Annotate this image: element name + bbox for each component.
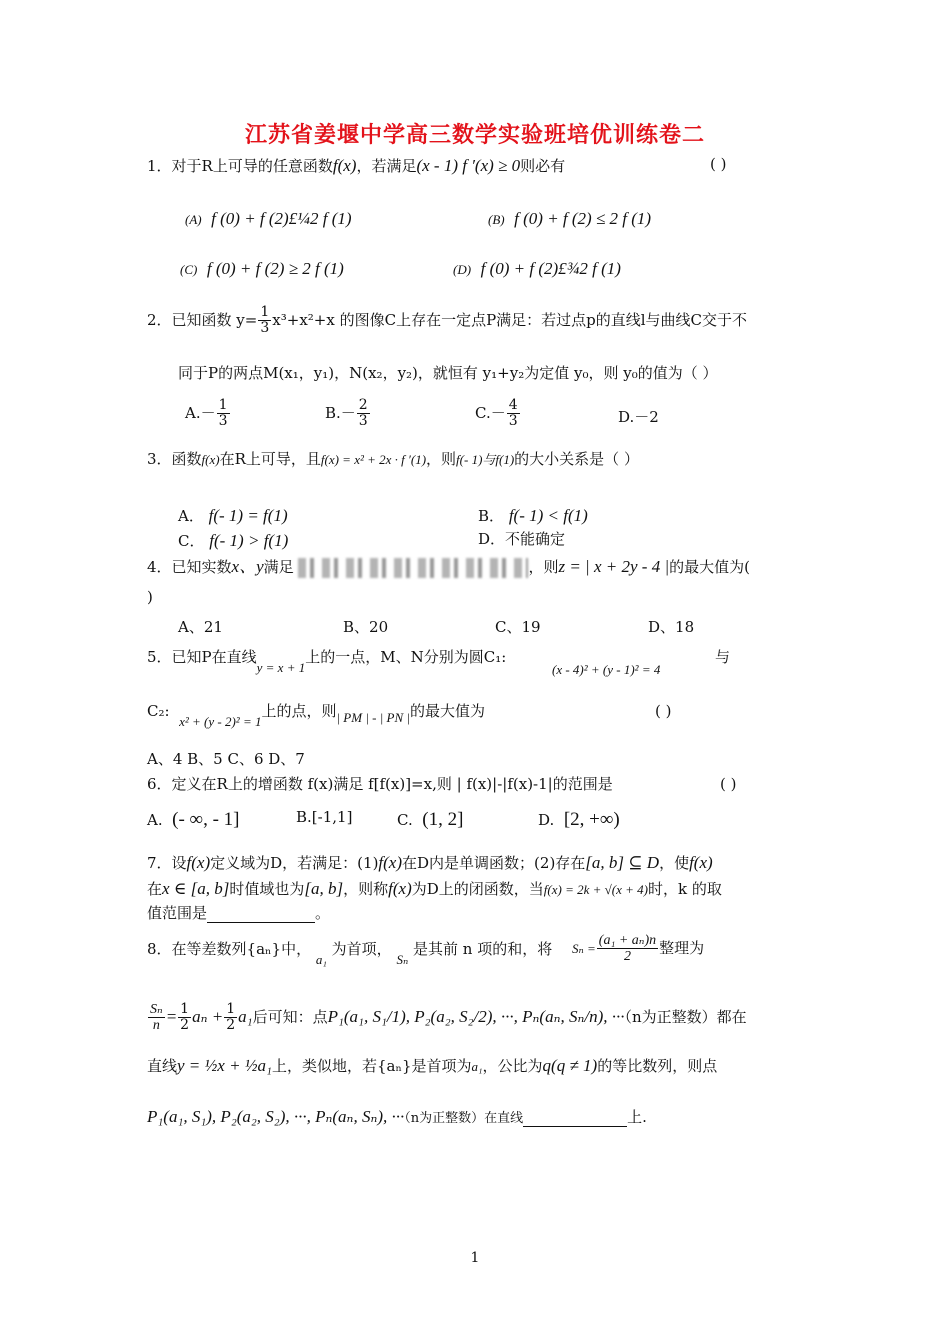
q6-option-b: B.[-1,1] (296, 808, 353, 826)
q3-option-d: D．不能确定 (478, 530, 566, 548)
q2-option-a: A.－ $\frac{1}{3}$ (185, 397, 228, 430)
q5-options: A、4 B、5 C、6 D、7 (147, 750, 305, 768)
q8-ratio: q(q ≠ 1) (542, 1056, 598, 1075)
q1-option-c: (C) f (0) + f (2) ≥ 2 f (1) (180, 259, 344, 278)
q2-line1 (147, 305, 747, 337)
q8-sum-formula: Sₙ = $\frac{\text{(a₁ + aₙ)n}}{2}$ 整理为 (572, 933, 705, 965)
q8-points-arith: P₁(a₁, S₁/1), P₂(a₂, S₂/2), ···, Pₙ(aₙ, Sₙ/n), ··· (327, 1006, 625, 1026)
q7-line1: 7．设f(x)定义域为D，若满足：(1)f(x)在D内是单调函数；(2)存在[a, b] ⊆ D，使f(x) (147, 853, 713, 872)
q6-answer-paren: ( ) (720, 775, 737, 793)
q8-line3: 直线y = ½x + ½a₁上，类似地，若{aₙ}是首项为a₁，公比为q(q ≠ 1)的等比数列，则点 (147, 1056, 718, 1075)
q2-pre: 2．已知函数 y= (147, 310, 258, 329)
q7-answer-blank[interactable] (207, 908, 315, 923)
q2-option-c: C.－ $\frac{4}{3}$ (475, 397, 518, 430)
q2-line2: 同于P的两点M(x₁，y₁)，N(x₂，y₂)，就恒有 y₁+y₂为定值 y₀，则 y₀的值为（ ） (178, 364, 718, 382)
q5-line-eq: y = x + 1 (256, 660, 306, 675)
q4-option-a: A、21 (178, 618, 223, 636)
q6-option-c: C. (1, 2] (397, 809, 464, 830)
q2-option-b: B.－ $\frac{2}{3}$ (325, 397, 368, 430)
q6-option-d: D. [2, +∞) (538, 809, 620, 830)
q8-line4: P₁(a₁, S₁), P₂(a₂, S₂), ···, Pₙ(aₙ, Sₙ), ···（n为正整数）在直线 上. (147, 1107, 647, 1126)
q1-condition: (x - 1) f ′(x) ≥ 0 (416, 156, 521, 175)
document-title: 江苏省姜堰中学高三数学实验班培优训练卷二 (244, 123, 705, 148)
q1-stem-line (147, 155, 565, 176)
q8-line2: $\frac{\text{Sₙ}}{n}$ = $\frac{1}{2}$ aₙ + $\frac{1}{2}$ a₁后可知：点P₁(a₁, S₁/1), P₂(a₂, S₂/2), ···, Pₙ(aₙ, Sₙ/n), ···（n为正整数）都在 (150, 1001, 747, 1034)
q5-line2: C₂: x² + (y - 2)² = 1上的点，则| PM | - | PN |的最大值为 (147, 702, 486, 729)
q8-points-geom: P₁(a₁, S₁), P₂(a₂, S₂), ···, Pₙ(aₙ, Sₙ), ··· (147, 1107, 405, 1126)
q7-line2: 在x ∈ [a, b]时值域也为[a, b]，则称f(x)为D上的闭函数，当f(x) = 2k + √(x + 4)时，k 的取 (147, 879, 722, 898)
q1-option-b: (B) f (0) + f (2) ≤ 2 f (1) (488, 209, 652, 228)
q5-answer-paren: ( ) (655, 702, 672, 720)
q4-line: 4．已知实数x、y满足 ，则z = | x + 2y - 4 |的最大值为( (147, 557, 750, 576)
q4-option-d: D、18 (648, 618, 695, 636)
q6-option-a: A. (- ∞, - 1] (147, 809, 240, 830)
q7-equation: f(x) = 2k + √(x + 4) (543, 882, 648, 897)
q1-option-d: (D) f (0) + f (2)£¾2 f (1) (453, 259, 621, 278)
q4-close-paren: ) (147, 588, 153, 606)
q2-fraction: $\frac{1}{3}$ (260, 304, 270, 337)
q5-circle-c2: x² + (y - 2)² = 1 (179, 714, 262, 729)
q4-option-b: B、20 (343, 618, 389, 636)
q1-answer-paren: ( ) (710, 155, 727, 173)
q5-circle-c1: (x - 4)² + (y - 1)² = 4 (552, 662, 661, 677)
q2-option-d: D.－2 (618, 408, 659, 426)
q4-expression: z = | x + 2y - 4 | (558, 557, 670, 576)
q5-line1: 5．已知P在直线y = x + 1上的一点，M、N分别为圆C₁: (147, 648, 507, 675)
q3-equation: f(x) = x² + 2x · f ′(1) (320, 452, 427, 467)
q4-option-c: C、19 (495, 618, 541, 636)
q1-cond-pre: ，若满足 (356, 157, 417, 175)
q1-stem: 1．对于R上可导的任意函数 (147, 157, 333, 175)
page-number: 1 (470, 1250, 480, 1266)
q5-expression: | PM | - | PN | (336, 710, 410, 725)
q7-interval: [a, b] ⊆ D (585, 853, 660, 872)
q3-fx: f(x) (201, 452, 220, 467)
q7-line3: 值范围是 。 (147, 904, 331, 922)
q3-option-b: B． f(- 1) < f(1) (478, 506, 588, 525)
q3-line: 3．函数f(x)在R上可导，且f(x) = x² + 2x · f ′(1)，则f(- 1)与f(1)的大小关系是（ ） (147, 450, 639, 468)
q1-fx: f(x) (332, 156, 357, 175)
q5-with: 与 (715, 648, 731, 666)
q8-line-eq: y = ½x + ½a₁ (177, 1056, 272, 1075)
q6-stem: 6．定义在R上的增函数 f(x)满足 f[f(x)]=x,则 | f(x)|-|f(x)-1|的范围是 (147, 775, 613, 793)
q8-line1: 8．在等差数列{aₙ}中， a₁ 为首项， Sₙ 是其前 n 项的和，将 (147, 940, 553, 967)
q4-constraints-image (298, 558, 528, 578)
q1-option-a: (A) f (0) + f (2)£¼2 f (1) (185, 209, 352, 228)
q1-cond-post: 则必有 (520, 157, 566, 175)
q4-variables: x、y (231, 557, 264, 576)
q3-option-c: C． f(- 1) > f(1) (178, 531, 289, 550)
q3-compare: f(- 1)与f(1) (456, 452, 515, 467)
q3-option-a: A． f(- 1) = f(1) (178, 506, 288, 525)
q2-post: x³+x²+x 的图像C上存在一定点P满足：若过点p的直线l与曲线C交于不 (272, 310, 748, 329)
q8-answer-blank[interactable] (523, 1112, 627, 1127)
